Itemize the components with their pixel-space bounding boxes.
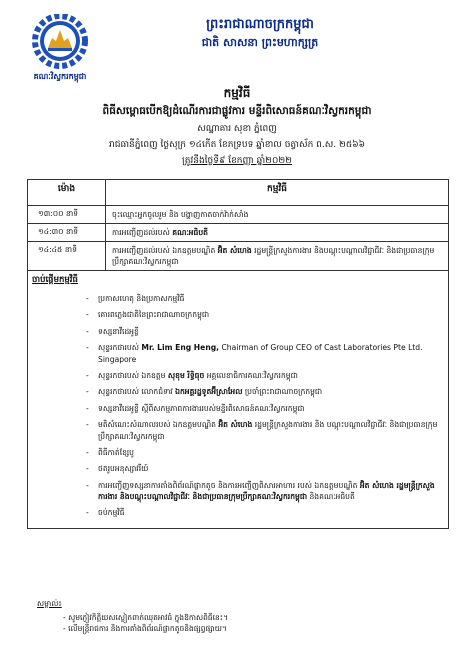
lunar-date: រាជធានីភ្នំពេញ ថ្ងៃសុក្រ ១៤កើត ខែភទ្របទ ឆ្នាំខាល ចត្វាស័ក ព.ស. ២៥៦៦	[109, 140, 365, 150]
agenda-item-text: សុន្ទរកថារបស់ លោកជំទាវ	[98, 387, 176, 397]
agenda-item	[28, 505, 448, 521]
program-cell	[106, 224, 449, 242]
program-text: ការអញ្ជើញដល់របស់ ឯកឧត្តមបណ្ឌិត	[112, 246, 218, 255]
organization-logo	[22, 14, 98, 83]
agenda-item-text: រដ្ឋមន្ត្រីក្រសួងការងារ និង បណ្តុះបណ្តាលវិជ្ជាជីវៈ និងជាប្រធានក្រុមប្រឹក្សាគណៈវិស្វករកម្ពុជា	[98, 420, 438, 441]
agenda-item-text: ប្រចាំព្រះរាជាណាចក្រកម្ពុជា	[242, 387, 323, 397]
program-text-bold: អ៊ិត សំហេង	[217, 246, 252, 255]
time-cell: ១៤:៣០ នាទី	[28, 224, 106, 242]
time-cell: ១៤:៤៥ នាទី	[28, 242, 106, 271]
program-column-header: កម្មវិធី	[106, 180, 449, 206]
gear-emblem-icon	[30, 14, 90, 70]
solar-date: ត្រូវនឹងថ្ងៃទី៩ ខែកញ្ញា ឆ្នាំ២០២២	[182, 156, 292, 166]
notes-title: សម្គាល់៖	[37, 599, 62, 608]
program-text: ការអញ្ជើញដល់របស់	[112, 228, 173, 237]
program-cell: ចុះឈ្មោះអ្នកចូលរួម និង បង្ហាញកាតចាក់វ៉ាក់សាំង	[106, 206, 449, 224]
note-item: - លើមន្ត្រីរាជការ និងការតាំងពិព័រណ៍ផ្លាកតូចនិងផ្សព្វផ្សាយ។	[63, 624, 227, 634]
agenda-item	[28, 401, 448, 417]
agenda-item-text: ពិធីកាត់ខ្សែបូ	[98, 447, 135, 457]
logo-label: គណៈវិស្វករកម្ពុជា	[33, 72, 87, 81]
table-row	[28, 224, 449, 242]
agenda-item-text: ចប់កម្មវិធី	[98, 508, 125, 518]
table-header-row	[28, 180, 449, 206]
agenda-item-bold-text: អ៊ិត សំហេង រដ្ឋមន្ត្រីក្រសួងការងារ និងបណ្តុះបណ្តាលវិជ្ជាជីវៈ និងជាប្រធានក្រុមប្រឹក្សាគណៈវិស្វករកម្ពុជា	[98, 480, 435, 502]
page-title: កម្មវិធី	[223, 86, 251, 100]
agenda-item	[28, 461, 448, 477]
agenda-row	[28, 271, 449, 529]
note-item: - សូមភ្ញៀវកិត្តិយសស្លៀកពាក់ឈុតអាវធំ ក្នុងឱកាសពិធីនេះ។	[63, 612, 229, 622]
agenda-item-text: សុន្ទរកថារបស់	[98, 343, 142, 353]
agenda-list	[28, 291, 448, 522]
agenda-item-text: អគ្គលេខាធិការគណៈវិស្វករកម្ពុជា	[204, 370, 298, 380]
agenda-item	[28, 478, 448, 506]
table-row	[28, 242, 449, 271]
agenda-item-text: ប្រកាសហេតុ និងប្រកាសកម្មវិធី	[98, 294, 185, 303]
agenda-item-bold-text: Mr. Lim Eng Heng,	[141, 343, 220, 353]
kingdom-heading: ព្រះរាជាណាចក្រកម្ពុជា	[206, 17, 314, 32]
agenda-item-text: សុន្ទរកថារបស់ ឯកឧត្តម	[98, 370, 168, 380]
agenda-item-text: Chairman of Group CEO of Cast Laboratories Pte Ltd. Singapore	[98, 343, 423, 364]
table-row	[28, 206, 449, 224]
agenda-cell	[28, 271, 449, 529]
agenda-item	[28, 307, 448, 323]
notes	[37, 598, 228, 635]
agenda-item	[28, 324, 448, 340]
venue: សណ្ឋាគារ សុខា ភ្នំពេញ	[197, 124, 277, 134]
time-cell: ១៣:០០ នាទី	[28, 206, 106, 224]
agenda-item-bold-text: អ៊ិត សំហេង	[218, 420, 253, 430]
agenda-item-text: ទស្សនាវីដេអូខ្លី	[98, 326, 139, 336]
agenda-item-text: ការអញ្ជើញទស្សនាការតាំងពិព័រណ៍ផ្លាកតូច និងការអញ្ជើញពិសារអាហារ របស់ ឯកឧត្តមបណ្ឌិត	[98, 480, 360, 490]
agenda-item	[28, 384, 448, 400]
agenda-heading: ចាប់ផ្តើមកម្មវិធី	[32, 275, 78, 285]
agenda-item-bold-text: ឯកអគ្គរដ្ឋទូតអ៊ីស្រាអែល	[175, 387, 243, 397]
national-motto: ជាតិ សាសនា ព្រះមហាក្សត្រ	[201, 36, 319, 49]
agenda-item-bold-text: សុខុម រិទ្ធិធុច	[167, 370, 205, 380]
agenda-item-text: ថតរូបអនុស្សាវរីយ៍	[98, 464, 149, 474]
program-text: រដ្ឋមន្ត្រីក្រសួងការងារ និងបណ្តុះបណ្តាលវិជ្ជាជីវៈ និងជាប្រធានក្រុមប្រឹក្សាគណៈវិស្វករកម្ពុជា	[112, 246, 435, 266]
program-cell	[106, 242, 449, 271]
program-table	[27, 179, 449, 529]
agenda-item-text: ទស្សនាវីដេអូខ្លី ស្តីពីសកម្មភាពការងាររបស់មន្ទីរពិសោធន៍គណៈវិស្វករកម្ពុជា	[98, 403, 305, 413]
agenda-item-text: មតិសំណេះសំណាលរបស់ ឯកឧត្តមបណ្ឌិត	[98, 420, 219, 430]
agenda-item	[28, 291, 448, 307]
ceremony-title: ពិធីសម្ពោធបើកឱ្យដំណើរការជាផ្លូវការ មន្ទីរពិសោធន៍គណៈវិស្វករកម្ពុជា	[102, 105, 372, 117]
agenda-item	[28, 445, 448, 461]
agenda-item	[28, 417, 448, 445]
agenda-item-text: និងគណៈអធិបតី	[307, 492, 355, 502]
time-column-header: ម៉ោង	[28, 180, 106, 206]
agenda-item-text: គោរពភ្លេងជាតិនៃព្រះរាជាណាចក្រកម្ពុជា	[98, 310, 210, 320]
program-text-bold: គណៈអធិបតី	[172, 228, 208, 237]
agenda-item	[28, 368, 448, 384]
agenda-item	[28, 340, 448, 368]
